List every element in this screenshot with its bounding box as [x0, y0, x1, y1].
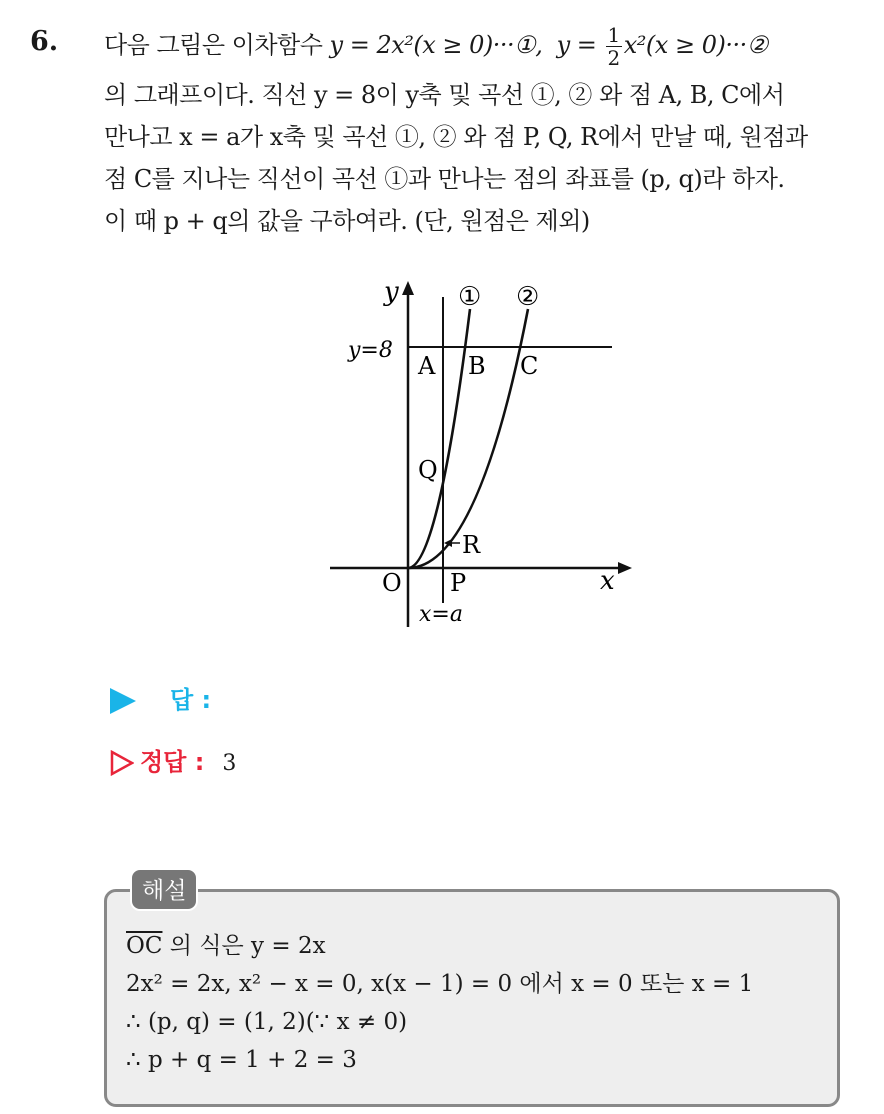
- question-line-1: [104, 24, 874, 74]
- parabola-graph: [320, 275, 640, 635]
- question-line-5: 이 때 p + q의 값을 구하여라. (단, 원점은 제외): [104, 207, 590, 235]
- play-triangle-icon: [110, 688, 136, 714]
- label-point-p: P: [450, 569, 467, 597]
- segment-oc: $\overline{OC}$: [126, 933, 163, 959]
- label-point-r: R: [462, 531, 481, 559]
- correct-answer-row: [110, 742, 236, 777]
- equation-2-suffix: x²(x ≥ 0)···②: [623, 31, 768, 59]
- correct-answer-value: 3: [222, 751, 237, 776]
- label-point-q: Q: [418, 456, 438, 484]
- solution-tag: 해설: [130, 868, 198, 911]
- label-point-c: C: [520, 352, 539, 380]
- question-line-3: 만나고 x = a가 x축 및 곡선 ①, ② 와 점 P, Q, R에서 만날 때, 원점과: [104, 123, 808, 151]
- question-number: 6.: [30, 26, 59, 57]
- solution-content: [126, 927, 753, 1079]
- label-point-a: A: [418, 352, 436, 380]
- label-curve-1: ①: [458, 282, 482, 312]
- label-origin-o: O: [382, 569, 402, 597]
- outline-triangle-icon: [110, 750, 134, 776]
- label-y-axis: y: [384, 277, 399, 307]
- x-axis-arrow: [618, 562, 632, 574]
- fraction-half: $\frac{1}{2}$: [607, 23, 620, 70]
- solution-line-1: $\overline{OC}$ 의 식은 y = 2x: [126, 933, 326, 959]
- question-text: [104, 24, 874, 242]
- solution-line-4: ∴ p + q = 1 + 2 = 3: [126, 1047, 357, 1073]
- answer-label: 답 :: [170, 686, 212, 714]
- correct-answer-label: 정답 :: [140, 748, 205, 776]
- label-point-b: B: [468, 352, 486, 380]
- label-curve-2: ②: [516, 282, 540, 312]
- label-y-equals-8: y=8: [348, 338, 393, 363]
- question-line-4: 점 C를 지나는 직선이 곡선 ①과 만나는 점의 좌표를 (p, q)라 하자.: [104, 165, 785, 193]
- y-axis-arrow: [402, 281, 414, 295]
- solution-line-3: ∴ (p, q) = (1, 2)(∵ x ≠ 0): [126, 1009, 408, 1035]
- label-x-axis: x: [600, 566, 615, 596]
- answer-row: [110, 680, 211, 715]
- label-x-equals-a: x=a: [419, 602, 463, 627]
- question-intro: 다음 그림은 이차함수: [104, 31, 330, 59]
- equation-2-prefix: y =: [556, 31, 604, 59]
- question-line-2: 의 그래프이다. 직선 y = 8이 y축 및 곡선 ①, ② 와 점 A, B, C에서: [104, 81, 785, 109]
- equation-1: y = 2x²(x ≥ 0)···①,: [329, 31, 543, 59]
- solution-line-2: 2x² = 2x, x² − x = 0, x(x − 1) = 0 에서 x = 0 또는 x = 1: [126, 971, 754, 997]
